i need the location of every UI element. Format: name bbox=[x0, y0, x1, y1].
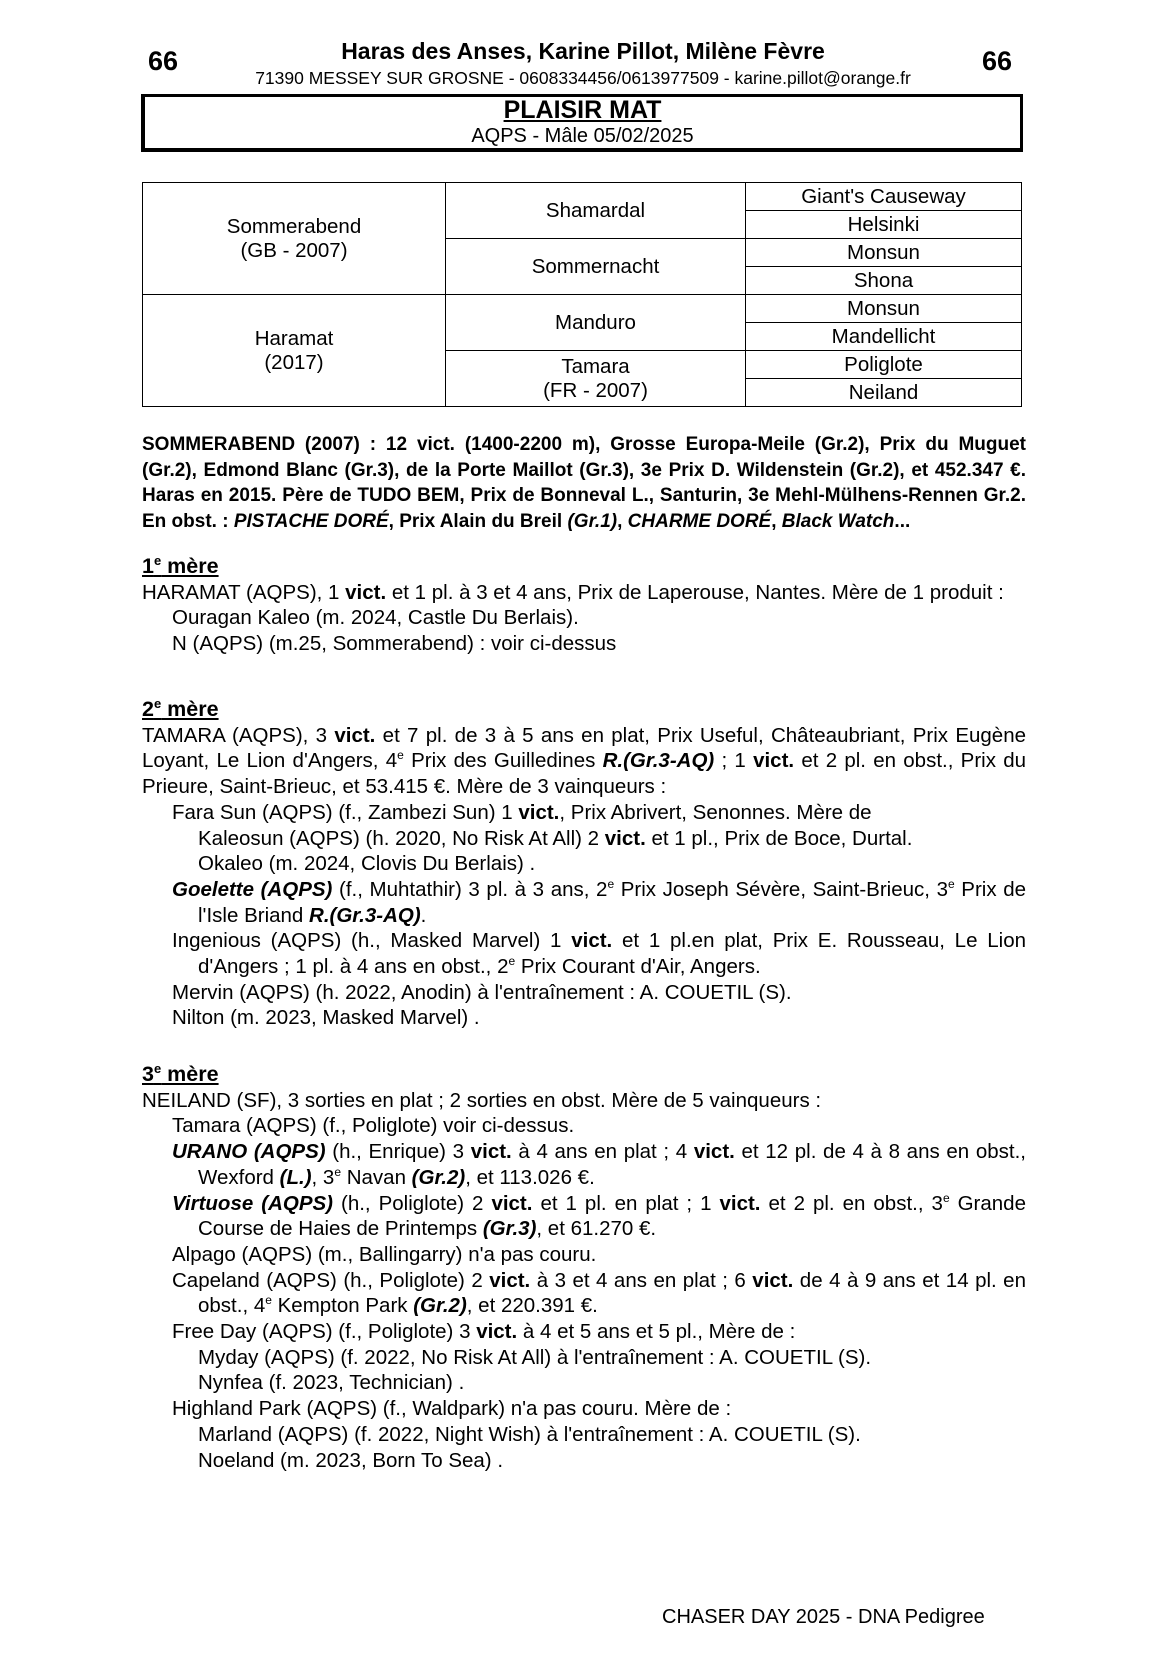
produce-entry: Highland Park (AQPS) (f., Waldpark) n'a pas couru. Mère de : bbox=[172, 1397, 732, 1421]
pedigree-g3-3: Monsun bbox=[746, 239, 1022, 267]
pedigree-dam: Haramat (2017) bbox=[143, 295, 446, 407]
lot-number-right: 66 bbox=[982, 46, 1013, 76]
produce-entry: Kaleosun (AQPS) (h. 2020, No Risk At All) 2 vict. et 1 pl., Prix de Boce, Durtal. bbox=[198, 826, 913, 850]
pedigree-g3-6: Mandellicht bbox=[746, 323, 1022, 351]
produce-entry: Free Day (AQPS) (f., Poliglote) 3 vict. à 4 et 5 ans et 5 pl., Mère de : bbox=[172, 1320, 796, 1344]
produce-entry: Fara Sun (AQPS) (f., Zambezi Sun) 1 vict., Prix Abrivert, Senonnes. Mère de bbox=[172, 800, 872, 824]
first-dam-section bbox=[142, 554, 1026, 657]
produce-entry: Mervin (AQPS) (h. 2022, Anodin) à l'entraînement : A. COUETIL (S). bbox=[172, 980, 792, 1004]
pedigree-g3-7: Poliglote bbox=[746, 351, 1022, 379]
pedigree-table bbox=[142, 182, 1022, 407]
pedigree-sire: Sommerabend (GB - 2007) bbox=[143, 183, 446, 295]
produce-entry: Okaleo (m. 2024, Clovis Du Berlais) . bbox=[198, 852, 536, 876]
produce-entry: Myday (AQPS) (f. 2022, No Risk At All) à l'entraînement : A. COUETIL (S). bbox=[198, 1345, 872, 1369]
produce-entry: Goelette (AQPS) (f., Muhtathir) 3 pl. à 3 ans, 2e Prix Joseph Sévère, Saint-Brieuc, 3e Prix de l'Isle Briand R.(Gr.3-AQ). bbox=[172, 877, 1027, 927]
produce-entry: Alpago (AQPS) (m., Ballingarry) n'a pas couru. bbox=[172, 1242, 597, 1266]
owner-address: 71390 MESSEY SUR GROSNE - 0608334456/0613977509 - karine.pillot@orange.fr bbox=[255, 68, 911, 88]
first-dam-produce: Ouragan Kaleo (m. 2024, Castle Du Berlais). bbox=[172, 606, 579, 630]
produce-entry: Capeland (AQPS) (h., Poliglote) 2 vict. à 3 et 4 ans en plat ; 6 vict. de 4 à 9 ans et 14 pl. en obst., 4e Kempton Park (Gr.2), et 220.391 €. bbox=[172, 1268, 1026, 1318]
third-dam-section bbox=[142, 1062, 1026, 1473]
produce-entry: Marland (AQPS) (f. 2022, Night Wish) à l'entraînement : A. COUETIL (S). bbox=[198, 1422, 861, 1446]
pedigree-dam-sire: Manduro bbox=[446, 295, 746, 351]
produce-entry: Tamara (AQPS) (f., Poliglote) voir ci-dessus. bbox=[172, 1114, 575, 1138]
second-dam-heading: 2e mère bbox=[142, 695, 219, 721]
produce-entry: Nynfea (f. 2023, Technician) . bbox=[198, 1371, 465, 1395]
pedigree-g3-5: Monsun bbox=[746, 295, 1022, 323]
horse-name: PLAISIR MAT bbox=[503, 96, 662, 124]
pedigree-sire-dam: Sommernacht bbox=[446, 239, 746, 295]
second-dam-text: TAMARA (AQPS), 3 vict. et 7 pl. de 3 à 5 ans en plat, Prix Useful, Châteaubriant, Prix Eugène Loyant, Le Lion d'Angers, 4e Prix des Guilledines R.(Gr.3-AQ) ; 1 vict. et 2 pl. en obst., Prix du Prieure, Saint-Brieuc, et 53.415 €. Mère de 3 vainqueurs : bbox=[142, 723, 1027, 799]
pedigree-g3-8: Neiland bbox=[746, 379, 1022, 407]
pedigree-g3-4: Shona bbox=[746, 267, 1022, 295]
produce-entry: Ingenious (AQPS) (h., Masked Marvel) 1 vict. et 1 pl.en plat, Prix E. Rousseau, Le Lion d'Angers ; 1 pl. à 4 ans en obst., 2e Prix Courant d'Air, Angers. bbox=[172, 929, 1027, 979]
second-dam-section bbox=[142, 697, 1026, 1031]
sire-note: SOMMERABEND (2007) : 12 vict. (1400-2200 m), Grosse Europa-Meile (Gr.2), Prix du Muguet (Gr.2), Edmond Blanc (Gr.3), de la Porte Maillot (Gr.3), 3e Prix D. Wildenstein (Gr.2), et 452.347 €. Haras en 2015. Père de TUDO BEM, Prix de Bonneval L., Santurin, 3e Mehl-Mülhens-Rennen Gr.2. En obst. : PISTACHE DORÉ, Prix Alain du Breil (Gr.1), CHARME DORÉ, Black Watch... bbox=[142, 434, 1026, 532]
pedigree-g3-1: Giant's Causeway bbox=[746, 183, 1022, 211]
produce-entry: Virtuose (AQPS) (h., Poliglote) 2 vict. et 1 pl. en plat ; 1 vict. et 2 pl. en obst., 3e Grande Course de Haies de Printemps (Gr.3), et 61.270 €. bbox=[172, 1190, 1026, 1241]
pedigree-g3-2: Helsinki bbox=[746, 211, 1022, 239]
pedigree-dam-dam: Tamara (FR - 2007) bbox=[446, 351, 746, 407]
first-dam-heading: 1e mère bbox=[142, 552, 219, 578]
first-dam-text: HARAMAT (AQPS), 1 vict. et 1 pl. à 3 et 4 ans, Prix de Laperouse, Nantes. Mère de 1 produit : bbox=[142, 580, 1004, 604]
produce-entry: Nilton (m. 2023, Masked Marvel) . bbox=[172, 1006, 480, 1030]
produce-entry: URANO (AQPS) (h., Enrique) 3 vict. à 4 ans en plat ; 4 vict. et 12 pl. de 4 à 8 ans en obst., Wexford (L.), 3e Navan (Gr.2), et 113.026 €. bbox=[172, 1140, 1026, 1189]
lot-number-left: 66 bbox=[148, 46, 179, 76]
first-dam-produce: N (AQPS) (m.25, Sommerabend) : voir ci-dessus bbox=[172, 632, 617, 656]
horse-title-box bbox=[141, 94, 1023, 152]
horse-subtitle: AQPS - Mâle 05/02/2025 bbox=[471, 125, 694, 147]
owner-name: Haras des Anses, Karine Pillot, Milène Fèvre bbox=[341, 38, 825, 64]
third-dam-text: NEILAND (SF), 3 sorties en plat ; 2 sorties en obst. Mère de 5 vainqueurs : bbox=[142, 1088, 822, 1112]
pedigree-sire-sire: Shamardal bbox=[446, 183, 746, 239]
page-footer: CHASER DAY 2025 - DNA Pedigree bbox=[662, 1606, 985, 1628]
produce-entry: Noeland (m. 2023, Born To Sea) . bbox=[198, 1448, 504, 1472]
third-dam-heading: 3e mère bbox=[142, 1060, 219, 1086]
